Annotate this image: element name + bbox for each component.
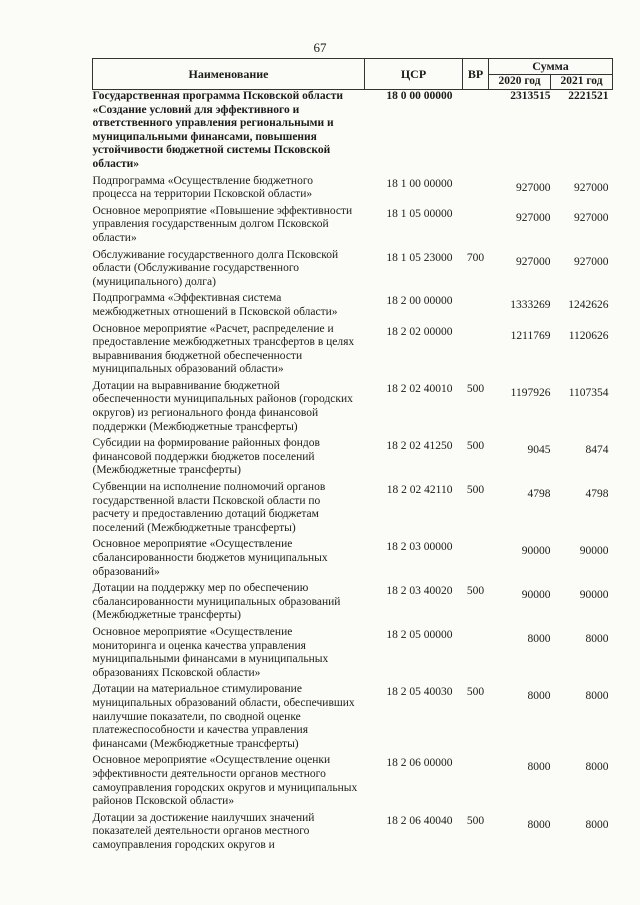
table-row [93,812,613,856]
row-vr: 500 [466,484,485,497]
row-name: Обслуживание государственного долга Псковской области (Обслуживание государственного (муниципального) долга) [92,248,339,288]
header-vr: ВР [463,59,489,90]
row-name: Основное мероприятие «Расчет, распределение и предоставление межбюджетных трансфертов в целях выравнивания бюджетной обеспеченности муниципальных образований области» [92,322,355,376]
table-row [93,538,613,582]
page-number: 67 [313,40,327,55]
row-amount-2021: 2221521 [568,90,609,102]
row-amount-2021: 8000 [585,690,609,703]
row-vr [463,90,489,175]
row-amount-2021: 8474 [585,444,609,457]
table-row [93,205,613,249]
row-csr: 18 2 02 40010 [386,382,453,395]
row-amount-2020: 2313515 [510,90,551,102]
table-row [93,437,613,481]
row-vr: 500 [466,585,485,598]
row-amount-2021: 927000 [574,211,609,224]
row-vr [463,754,489,811]
row-vr [463,626,489,683]
header-sum: Сумма [489,59,613,75]
row-amount-2020: 90000 [521,545,551,558]
row-vr: 700 [466,251,485,264]
row-name: Дотации за достижение наилучших значений показателей деятельности органов местного самоуправления городских округов и [92,811,315,851]
row-amount-2021: 8000 [585,632,609,645]
table-header [93,59,613,90]
row-name: Дотации на материальное стимулирование муниципальных образований области, обеспечивших наилучшие показатели, по сводной оценке платежеспособности и качества управления финансами (Межбюджетные трансферты) [92,683,355,750]
row-name: Дотации на выравнивание бюджетной обеспеченности муниципальных районов (городских округов) из регионального фонда финансовой поддержки (Межбюджетные трансферты) [92,379,353,433]
row-amount-2020: 8000 [527,761,551,774]
row-csr: 18 2 05 00000 [386,628,453,641]
row-amount-2020: 1197926 [510,386,551,399]
table-row [93,582,613,626]
row-csr: 18 2 05 40030 [386,686,453,699]
row-name: Государственная программа Псковской области «Создание условий для эффективного и ответственного управления региональными и муниципальными финансами, повышения устойчивости бюджетной системы Псковской области» [92,90,343,170]
table-row [93,175,613,205]
row-name: Субвенции на исполнение полномочий органов государственной власти Псковской области по расчету и предоставлению дотаций бюджетам поселений (Межбюджетные трансферты) [92,481,326,534]
row-amount-2020: 1333269 [510,299,551,312]
row-amount-2020: 4798 [527,488,551,501]
row-vr: 500 [466,686,485,699]
row-csr: 18 1 00 00000 [386,177,453,190]
row-vr [463,205,489,249]
row-amount-2021: 927000 [574,181,609,194]
budget-table [92,58,613,855]
row-vr: 500 [466,440,485,453]
row-amount-2020: 90000 [521,589,551,602]
row-vr [463,538,489,582]
row-name: Основное мероприятие «Повышение эффективности управления государственным долгом Псковской области» [92,204,353,244]
table-row [93,481,613,538]
row-name: Основное мероприятие «Осуществление оценки эффективности деятельности органов местного самоуправления городских округов и муниципальных районов Псковской области» [92,754,358,808]
row-amount-2021: 1107354 [568,386,609,399]
row-vr [463,175,489,205]
table-row [93,292,613,322]
header-year-2021: 2021 год [551,74,613,90]
row-csr: 18 2 02 42110 [386,484,453,497]
row-amount-2021: 90000 [579,589,609,602]
row-vr [463,292,489,322]
header-year-2020: 2020 год [489,74,551,90]
row-name: Субсидии на формирование районных фондов финансовой поддержки бюджетов поселений (Межбюджетные трансферты) [92,437,320,477]
row-amount-2021: 8000 [585,818,609,831]
row-amount-2021: 90000 [579,545,609,558]
row-name: Подпрограмма «Осуществление бюджетного процесса на территории Псковской области» [92,174,314,201]
row-csr: 18 2 02 41250 [386,440,453,453]
row-vr: 500 [466,382,485,395]
row-amount-2020: 927000 [516,181,551,194]
row-csr: 18 0 00 00000 [386,90,453,102]
row-csr: 18 2 06 00000 [386,757,453,770]
row-amount-2021: 8000 [585,761,609,774]
table-row [93,90,613,175]
row-name: Основное мероприятие «Осуществление мониторинга и оценка качества управления муниципальными финансами в муниципальных образованиях Псковской области» [92,625,329,679]
row-amount-2021: 1242626 [568,299,609,312]
table-row [93,323,613,380]
row-amount-2020: 9045 [527,444,551,457]
row-csr: 18 2 03 40020 [386,585,453,598]
row-amount-2021: 927000 [574,255,609,268]
table-body [93,90,613,856]
table-row [93,249,613,293]
row-csr: 18 2 06 40040 [386,814,453,827]
table-row [93,626,613,683]
table-row [93,754,613,811]
row-csr: 18 2 02 00000 [386,325,453,338]
row-amount-2020: 8000 [527,690,551,703]
row-amount-2020: 927000 [516,255,551,268]
row-csr: 18 1 05 23000 [386,251,453,264]
header-name: Наименование [93,59,365,90]
row-vr [463,323,489,380]
table-row [93,683,613,754]
row-name: Дотации на поддержку мер по обеспечению сбалансированности муниципальных образований (Межбюджетные трансферты) [92,582,341,622]
row-amount-2020: 8000 [527,818,551,831]
row-amount-2021: 4798 [585,488,609,501]
row-csr: 18 2 00 00000 [386,295,453,308]
table-row [93,380,613,437]
row-amount-2021: 1120626 [568,329,609,342]
row-amount-2020: 8000 [527,632,551,645]
row-vr: 500 [466,814,485,827]
row-name: Основное мероприятие «Осуществление сбалансированности бюджетов муниципальных образований» [92,538,328,578]
header-csr: ЦСР [365,59,463,90]
row-csr: 18 2 03 00000 [386,541,453,554]
row-csr: 18 1 05 00000 [386,207,453,220]
row-amount-2020: 927000 [516,211,551,224]
row-amount-2020: 1211769 [510,329,551,342]
row-name: Подпрограмма «Эффективная система межбюджетных отношений в Псковской области» [92,292,338,318]
